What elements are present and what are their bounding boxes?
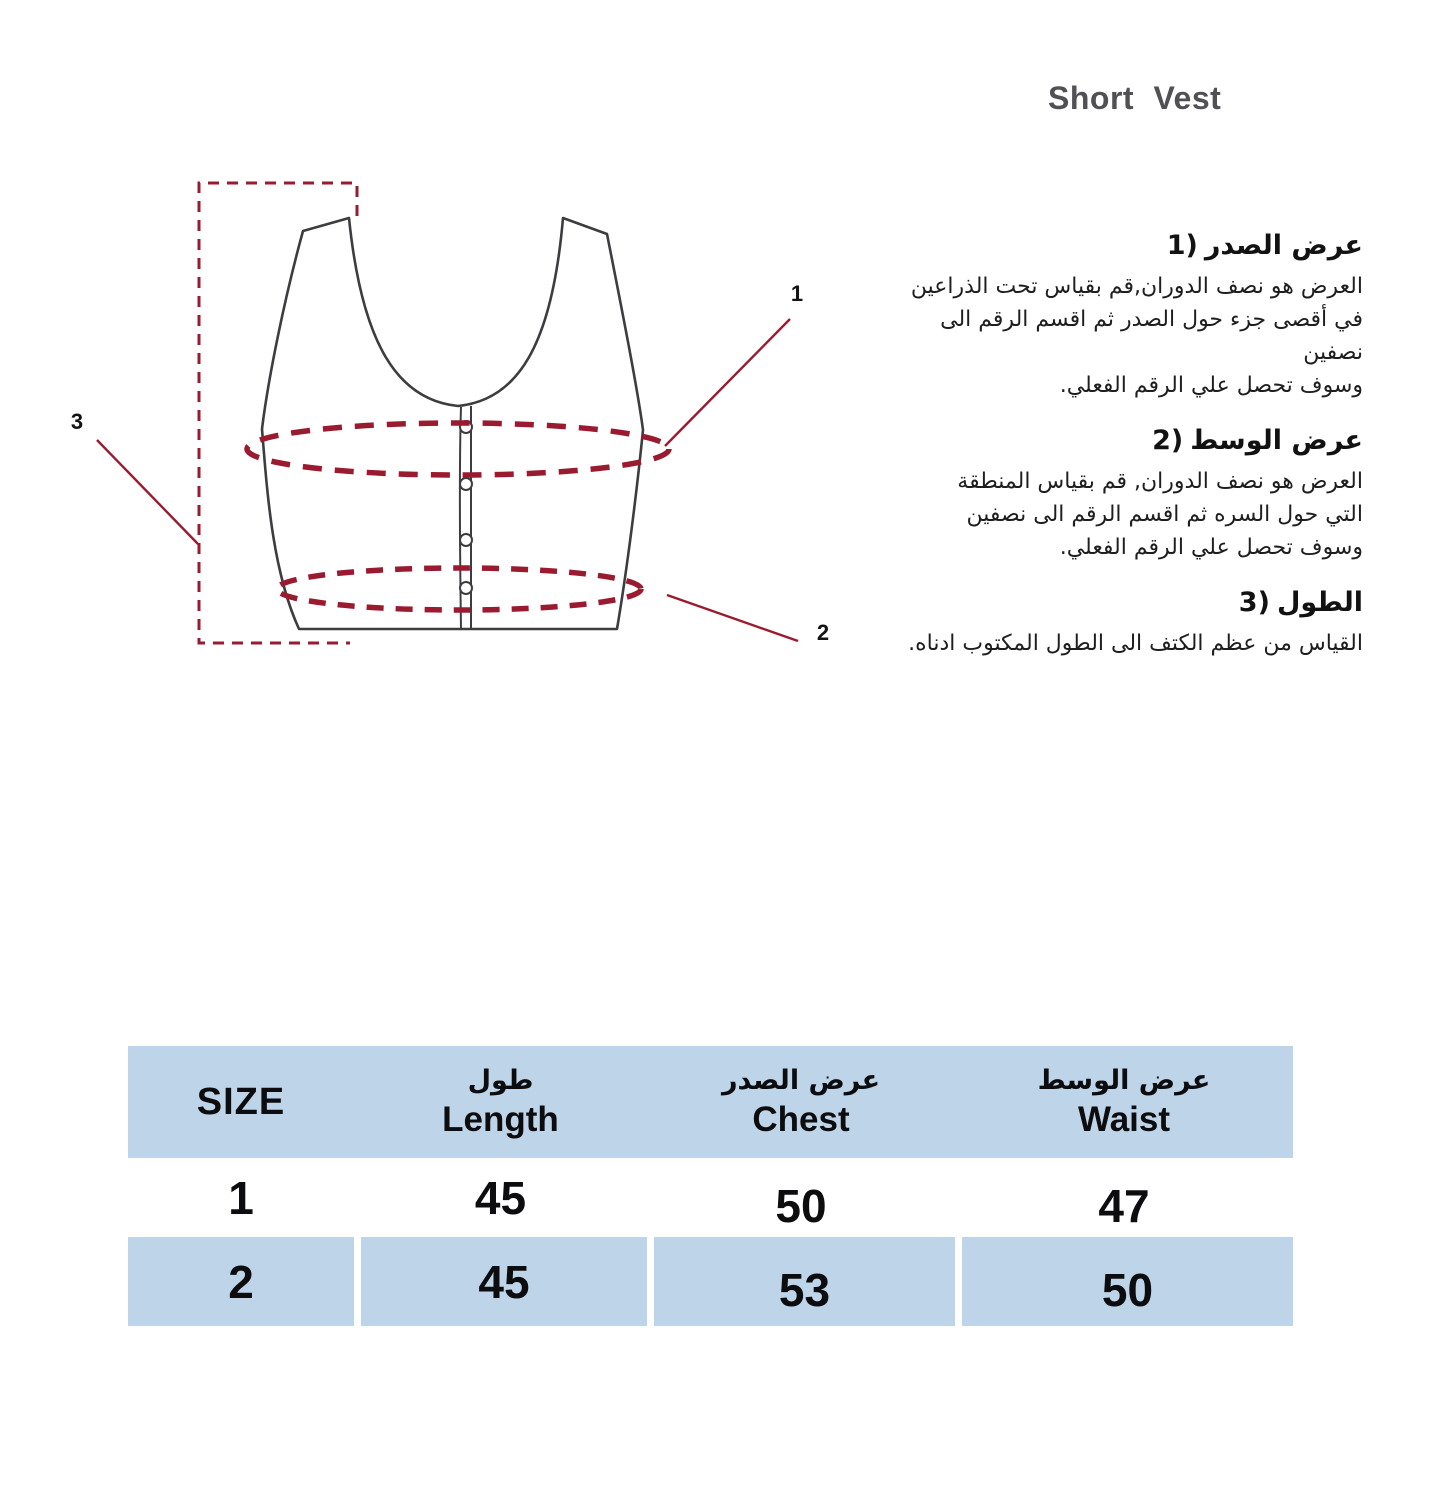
table-row	[128, 1237, 1293, 1326]
header-length-english: Length	[442, 1100, 559, 1139]
size-table-header	[128, 1046, 1293, 1158]
header-cell-length	[354, 1046, 647, 1158]
row1-chest-value: 50	[775, 1179, 827, 1232]
instruction-line: التي حول السره ثم اقسم الرقم الى نصفين	[966, 502, 1363, 527]
instruction-heading-length	[883, 587, 1363, 618]
header-size-label: SIZE	[196, 1080, 286, 1123]
row2-size-value: 2	[228, 1255, 254, 1308]
instruction-line: وسوف تحصل علي الرقم الفعلي.	[1059, 373, 1363, 398]
instruction-number: 2)	[1152, 425, 1184, 456]
page-title: Short Vest	[1048, 80, 1222, 116]
row2-size-cell	[128, 1237, 354, 1326]
row1-waist-value: 47	[1098, 1179, 1150, 1232]
diagram-label-2: 2	[816, 620, 830, 645]
instruction-number: 1)	[1166, 230, 1198, 261]
row1-size-value: 1	[228, 1171, 254, 1224]
row1-size-cell	[128, 1171, 354, 1225]
leader-line-2	[667, 595, 798, 641]
row2-chest-value: 53	[778, 1263, 831, 1316]
instruction-heading-chest	[883, 230, 1363, 261]
instruction-line: العرض هو نصف الدوران,قم بقياس تحت الذراعين	[910, 274, 1363, 299]
instruction-heading-text: عرض الوسط	[1190, 425, 1363, 456]
instruction-body-chest	[883, 270, 1363, 402]
row2-chest-cell	[647, 1237, 955, 1326]
header-waist-english: Waist	[1077, 1100, 1171, 1139]
instructions	[883, 230, 1363, 683]
leader-line-3	[97, 440, 198, 544]
instruction-heading-text: عرض الصدر	[1204, 230, 1363, 261]
instruction-line: العرض هو نصف الدوران, قم بقياس المنطقة	[957, 469, 1363, 494]
diagram-label-3: 3	[70, 409, 84, 434]
instruction-line: في أقصى جزء حول الصدر ثم اقسم الرقم الى نصفين	[940, 307, 1363, 365]
instruction-number: 3)	[1238, 587, 1270, 618]
instruction-block-chest	[883, 230, 1363, 402]
size-table	[128, 1046, 1293, 1326]
waist-ellipse	[277, 568, 641, 610]
vest-placket	[460, 406, 471, 629]
row1-length-cell	[354, 1171, 647, 1225]
chest-ellipse	[247, 423, 669, 475]
row2-waist-value: 50	[1101, 1263, 1154, 1316]
length-rectangle	[199, 183, 357, 643]
instruction-line: القياس من عظم الكتف الى الطول المكتوب ادناه.	[908, 631, 1363, 656]
table-row	[128, 1158, 1293, 1237]
row2-length-value: 45	[478, 1255, 530, 1308]
diagram-label-1: 1	[790, 281, 804, 306]
instruction-body-waist	[883, 465, 1363, 564]
instruction-body-length	[883, 627, 1363, 660]
row1-chest-cell	[647, 1171, 955, 1232]
row1-waist-cell	[955, 1171, 1293, 1232]
vest-diagram	[0, 0, 900, 700]
instruction-line: وسوف تحصل علي الرقم الفعلي.	[1059, 535, 1363, 560]
leader-line-1	[665, 319, 790, 446]
header-chest-english: Chest	[752, 1100, 850, 1139]
header-cell-chest	[647, 1046, 955, 1158]
instruction-block-waist	[883, 425, 1363, 564]
row2-waist-cell	[955, 1237, 1293, 1326]
header-waist-arabic: عرض الوسط	[1037, 1065, 1211, 1096]
instruction-block-length	[883, 587, 1363, 660]
row1-length-value: 45	[474, 1171, 527, 1224]
instruction-heading-waist	[883, 425, 1363, 456]
header-length-arabic: طول	[467, 1065, 534, 1096]
header-cell-size	[128, 1046, 354, 1158]
header-chest-arabic: عرض الصدر	[721, 1065, 881, 1096]
row2-length-cell	[354, 1237, 647, 1326]
header-cell-waist	[955, 1046, 1293, 1158]
instruction-heading-text: الطول	[1276, 587, 1363, 618]
